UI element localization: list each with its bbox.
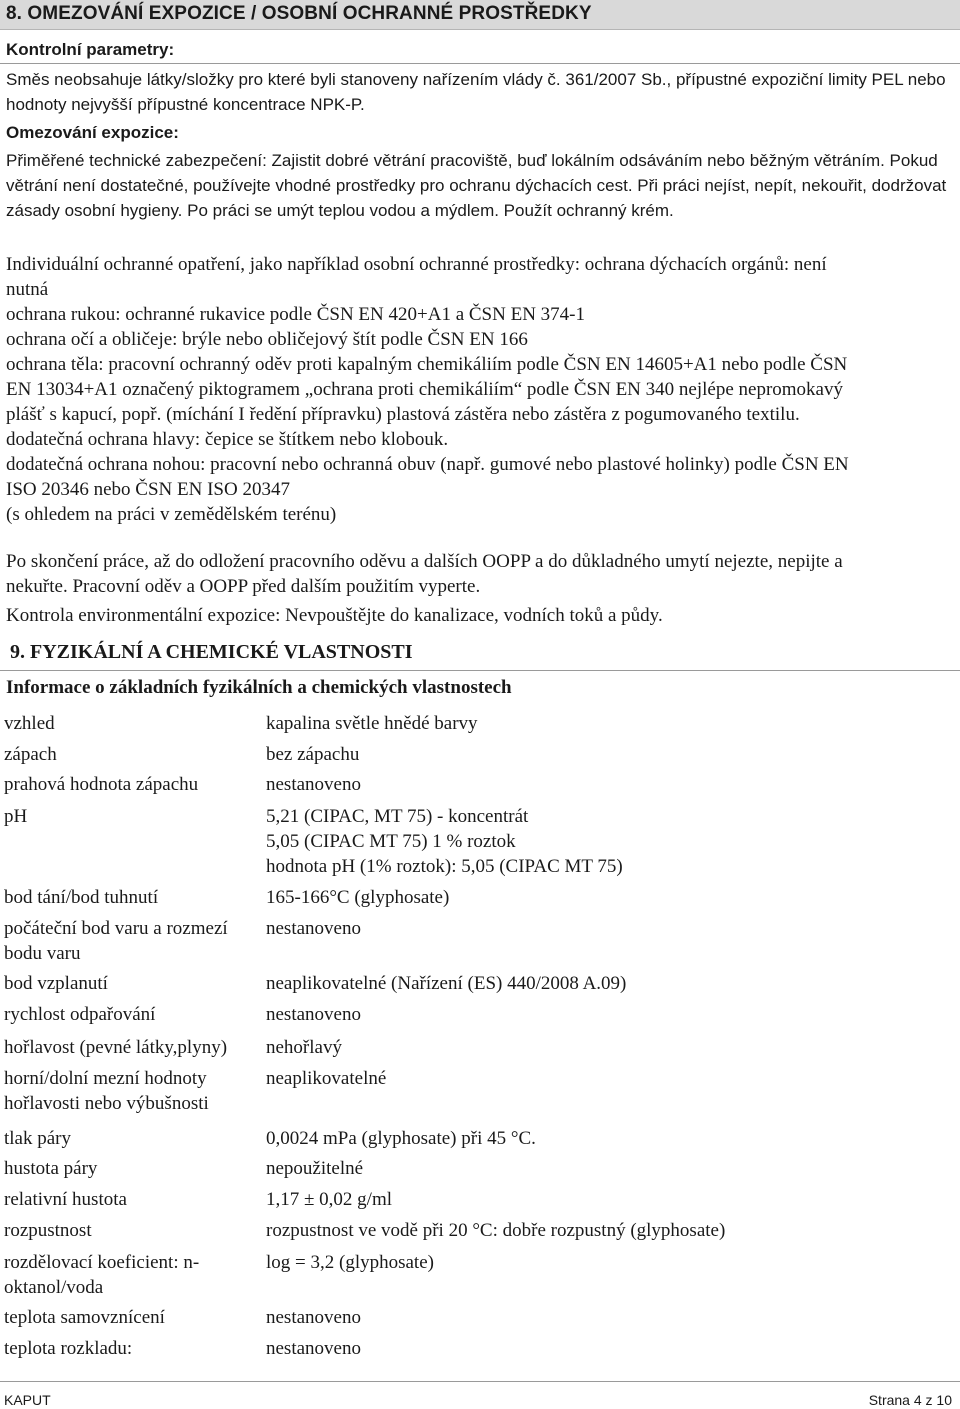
property-value: 1,17 ± 0,02 g/ml: [266, 1189, 393, 1210]
property-label: teplota samovznícení: [4, 1307, 165, 1328]
control-parameters-text: Směs neobsahuje látky/složky pro které byli stanoveny nařízením vlády č. 361/2007 Sb., přípustné expoziční limity PEL nebo hodnoty nejvyšší přípustné koncentrace NPK-P.: [6, 70, 946, 114]
property-value: 165-166°C (glyphosate): [266, 887, 450, 908]
ppe-line: ISO 20346 nebo ČSN EN ISO 20347: [6, 479, 290, 500]
control-parameters-heading: Kontrolní parametry:: [6, 40, 175, 59]
property-label: prahová hodnota zápachu: [4, 774, 199, 795]
ppe-line: nutná: [6, 279, 49, 300]
property-label: rozpustnost: [4, 1220, 92, 1241]
ppe-line: (s ohledem na práci v zemědělském terénu): [6, 504, 337, 525]
ph-value-line: 5,05 (CIPAC MT 75) 1 % roztok: [266, 831, 516, 852]
property-value: nestanoveno: [266, 1004, 361, 1025]
property-value: log = 3,2 (glyphosate): [266, 1252, 434, 1273]
ppe-line: ochrana rukou: ochranné rukavice podle ČSN EN 420+A1 a ČSN EN 374-1: [6, 304, 585, 325]
property-label: rychlost odpařování: [4, 1004, 156, 1025]
property-value: nestanoveno: [266, 1338, 361, 1359]
after-work-block: [6, 549, 954, 599]
property-label: teplota rozkladu:: [4, 1338, 133, 1359]
ph-value-line: 5,21 (CIPAC, MT 75) - koncentrát: [266, 806, 529, 827]
property-value: nepoužitelné: [266, 1158, 364, 1179]
property-label: horní/dolní mezní hodnoty hořlavosti nebo výbušnosti: [4, 1068, 209, 1114]
property-label: zápach: [4, 744, 57, 765]
divider: [0, 670, 960, 671]
ppe-block: [6, 252, 954, 527]
after-work-line: Po skončení práce, až do odložení pracovního oděvu a dalších OOPP a do důkladného umytí nejezte, nepijte a: [6, 551, 843, 572]
ppe-line: EN 13034+A1 označený piktogramem „ochrana proti chemikáliím“ podle ČSN EN 340 nejlépe nepromokavý: [6, 379, 843, 400]
property-label: hořlavost (pevné látky,plyny): [4, 1037, 228, 1058]
property-value: rozpustnost ve vodě při 20 °C: dobře rozpustný (glyphosate): [266, 1220, 726, 1241]
exposure-control-text: Přiměřené technické zabezpečení: Zajistit dobré větrání pracoviště, buď lokálním odsáváním nebo běžným větráním. Pokud větrání není dostatečné, používejte vhodné prostředky pro ochranu dýchacích cest. Při práci nejíst, nepít, nekouřit, dodržovat zásady osobní hygieny. Po práci se umýt teplou vodou a mýdlem. Použít ochranný krém.: [6, 151, 947, 220]
property-value: nestanoveno: [266, 1307, 361, 1328]
ppe-line: dodatečná ochrana nohou: pracovní nebo ochranná obuv (např. gumové nebo plastové holinky) podle ČSN EN: [6, 454, 849, 475]
footer-page-number: Strana 4 z 10: [868, 1392, 952, 1408]
property-label: bod vzplanutí: [4, 973, 108, 994]
ppe-line: ochrana očí a obličeje: brýle nebo obličejový štít podle ČSN EN 166: [6, 329, 528, 350]
environmental-control-text: Kontrola environmentální expozice: Nevpouštějte do kanalizace, vodních toků a půdy.: [6, 605, 663, 626]
property-label: bod tání/bod tuhnutí: [4, 887, 159, 908]
footer-product-name: KAPUT: [4, 1392, 51, 1408]
property-value: neaplikovatelné: [266, 1068, 387, 1089]
section-9-title: 9. FYZIKÁLNÍ A CHEMICKÉ VLASTNOSTI: [10, 641, 413, 663]
property-label: hustota páry: [4, 1158, 98, 1179]
property-value: neaplikovatelné (Nařízení (ES) 440/2008 A.09): [266, 973, 627, 994]
property-label: vzhled: [4, 713, 55, 734]
section-9-subheading: Informace o základních fyzikálních a chemických vlastnostech: [6, 677, 512, 698]
property-label: počáteční bod varu a rozmezí bodu varu: [4, 918, 228, 964]
property-value: nestanoveno: [266, 918, 361, 939]
ppe-line: Individuální ochranné opatření, jako například osobní ochranné prostředky: ochrana dýchacích orgánů: není: [6, 254, 827, 275]
property-value: nestanoveno: [266, 774, 361, 795]
property-label: rozdělovací koeficient: n-oktanol/voda: [4, 1252, 200, 1298]
footer-divider: [0, 1381, 960, 1382]
property-value: [266, 804, 956, 879]
ppe-line: dodatečná ochrana hlavy: čepice se štítkem nebo klobouk.: [6, 429, 449, 450]
property-value: kapalina světle hnědé barvy: [266, 713, 478, 734]
section-8-header-bar: [0, 0, 960, 30]
property-label: relativní hustota: [4, 1189, 127, 1210]
ppe-line: ochrana těla: pracovní ochranný oděv proti kapalným chemikáliím podle ČSN EN 14605+A1 nebo podle ČSN: [6, 354, 848, 375]
property-value: bez zápachu: [266, 744, 360, 765]
property-value: nehořlavý: [266, 1037, 342, 1058]
divider: [0, 63, 960, 64]
exposure-control-heading: Omezování expozice:: [6, 123, 179, 142]
section-8-title: 8. OMEZOVÁNÍ EXPOZICE / OSOBNÍ OCHRANNÉ PROSTŘEDKY: [6, 3, 592, 24]
ppe-line: plášť s kapucí, popř. (míchání I ředění přípravku) plastová zástěra nebo zástěra z pogumovaného textilu.: [6, 404, 800, 425]
ph-value-line: hodnota pH (1% roztok): 5,05 (CIPAC MT 75): [266, 856, 623, 877]
after-work-line: nekuřte. Pracovní oděv a OOPP před dalším použitím vyperte.: [6, 576, 481, 597]
property-label: tlak páry: [4, 1128, 72, 1149]
property-label: pH: [4, 806, 28, 827]
property-value: 0,0024 mPa (glyphosate) při 45 °C.: [266, 1128, 536, 1149]
